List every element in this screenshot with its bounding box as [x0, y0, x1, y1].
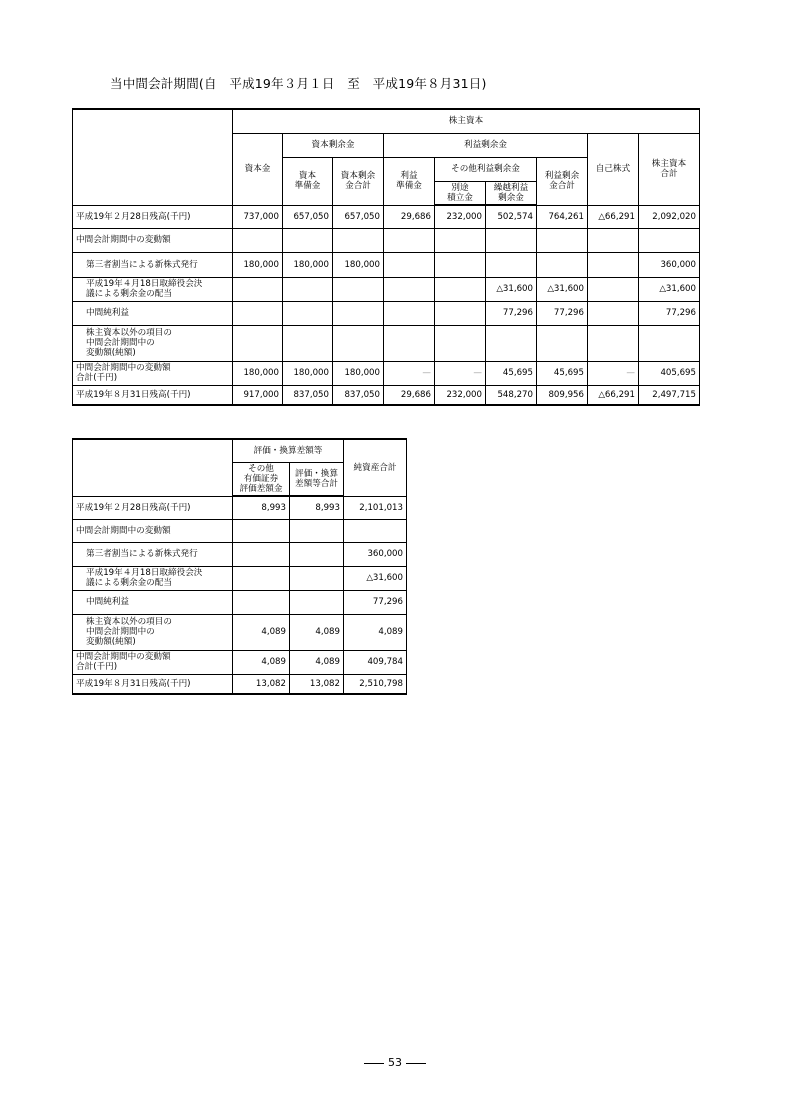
table-row — [73, 325, 700, 361]
table-cell — [233, 277, 283, 301]
table-cell — [333, 325, 384, 361]
table-row — [73, 385, 700, 405]
table-cell — [384, 325, 435, 361]
table-cell — [290, 519, 344, 542]
page-number-value: 53 — [388, 1056, 402, 1069]
row-label: 平成19年８月31日残高(千円) — [73, 674, 233, 694]
table-cell: 180,000 — [333, 252, 384, 277]
table-cell — [435, 325, 486, 361]
table-cell — [588, 325, 639, 361]
row-label: 第三者割当による新株式発行 — [73, 542, 233, 566]
table-cell — [333, 301, 384, 325]
table-cell — [435, 252, 486, 277]
table-cell: 180,000 — [233, 361, 283, 385]
col-header-retained-forward: 繰越利益 剰余金 — [486, 181, 537, 205]
table-cell: 29,686 — [384, 385, 435, 405]
row-label: 中間会計期間中の変動額 — [73, 519, 233, 542]
table-cell: 917,000 — [233, 385, 283, 405]
table-cell: 180,000 — [283, 361, 333, 385]
table-cell — [639, 325, 700, 361]
subheader-retained-earnings: 利益剰余金 — [384, 133, 588, 157]
table-cell: 13,082 — [290, 674, 344, 694]
table-cell: △31,600 — [486, 277, 537, 301]
table-cell: 4,089 — [233, 650, 290, 674]
table-cell: 737,000 — [233, 205, 283, 228]
subheader-other-retained-earnings: その他利益剰余金 — [435, 157, 537, 181]
table-cell — [283, 325, 333, 361]
table-cell — [537, 228, 588, 252]
row-label: 中間会計期間中の変動額 合計(千円) — [73, 650, 233, 674]
col-header-general-reserve: 別途 積立金 — [435, 181, 486, 205]
table-cell: 180,000 — [233, 252, 283, 277]
table-cell: 657,050 — [333, 205, 384, 228]
table-cell: 45,695 — [537, 361, 588, 385]
table-cell: 2,101,013 — [344, 496, 407, 519]
table-cell — [233, 590, 290, 614]
table-cell — [384, 277, 435, 301]
col-header-equity-total: 株主資本 合計 — [639, 133, 700, 205]
row-label: 中間純利益 — [73, 301, 233, 325]
table-row — [73, 361, 700, 385]
table-cell: △31,600 — [344, 566, 407, 590]
row-label: 平成19年８月31日残高(千円) — [73, 385, 233, 405]
table-cell: 764,261 — [537, 205, 588, 228]
table-cell — [290, 542, 344, 566]
table-cell — [588, 228, 639, 252]
table-row — [73, 542, 407, 566]
table-cell: 8,993 — [290, 496, 344, 519]
table-cell — [486, 252, 537, 277]
table-cell — [233, 542, 290, 566]
col-header-net-assets-total: 純資産合計 — [344, 439, 407, 496]
row-label: 株主資本以外の項目の 中間会計期間中の 変動額(純額) — [73, 614, 233, 650]
table-cell: 77,296 — [486, 301, 537, 325]
table-cell — [233, 228, 283, 252]
table-cell: — — [588, 361, 639, 385]
page-number — [0, 1056, 790, 1069]
table-cell — [333, 228, 384, 252]
table-cell — [290, 566, 344, 590]
table-cell — [233, 566, 290, 590]
table-cell — [639, 228, 700, 252]
table-cell: 405,695 — [639, 361, 700, 385]
table-cell: 360,000 — [344, 542, 407, 566]
page-number-dash-left — [364, 1063, 384, 1064]
row-label: 平成19年２月28日残高(千円) — [73, 205, 233, 228]
valuation-difference-table — [72, 438, 407, 695]
subheader-capital-surplus: 資本剰余金 — [283, 133, 384, 157]
table-cell: 837,050 — [283, 385, 333, 405]
table-cell — [290, 590, 344, 614]
table-cell: 180,000 — [283, 252, 333, 277]
col-header-other-securities-valuation: その他 有価証券 評価差額金 — [233, 462, 290, 496]
table-row — [73, 496, 407, 519]
page-title: 当中間会計期間(自 平成19年３月１日 至 平成19年８月31日) — [110, 76, 487, 91]
table-cell: 29,686 — [384, 205, 435, 228]
table-cell: 809,956 — [537, 385, 588, 405]
row-label: 中間会計期間中の変動額 — [73, 228, 233, 252]
table-cell — [283, 301, 333, 325]
table-cell — [283, 228, 333, 252]
table-cell: △31,600 — [537, 277, 588, 301]
table-cell: 837,050 — [333, 385, 384, 405]
col-header-legal-reserve: 利益 準備金 — [384, 157, 435, 205]
row-label: 中間会計期間中の変動額 合計(千円) — [73, 361, 233, 385]
table-cell: △31,600 — [639, 277, 700, 301]
table-cell: 180,000 — [333, 361, 384, 385]
table-cell: 360,000 — [639, 252, 700, 277]
table-cell: 8,993 — [233, 496, 290, 519]
shareholders-equity-table — [72, 108, 700, 406]
table-cell: — — [435, 361, 486, 385]
table-cell: △66,291 — [588, 385, 639, 405]
page-number-dash-right — [406, 1063, 426, 1064]
table-row — [73, 590, 407, 614]
table-cell: 657,050 — [283, 205, 333, 228]
group-header-valuation-difference: 評価・換算差額等 — [233, 439, 344, 462]
table-cell — [435, 228, 486, 252]
table-cell — [384, 228, 435, 252]
table-cell: 13,082 — [233, 674, 290, 694]
table-cell: 77,296 — [344, 590, 407, 614]
table-cell — [233, 519, 290, 542]
table-row — [73, 277, 700, 301]
table-row — [73, 301, 700, 325]
row-label: 株主資本以外の項目の 中間会計期間中の 変動額(純額) — [73, 325, 233, 361]
table-cell: 409,784 — [344, 650, 407, 674]
table-cell: 77,296 — [639, 301, 700, 325]
table-cell — [537, 325, 588, 361]
table-cell: 2,092,020 — [639, 205, 700, 228]
table-cell — [333, 277, 384, 301]
table-cell — [588, 301, 639, 325]
table-cell — [588, 252, 639, 277]
table-row — [73, 519, 407, 542]
table-cell: 2,510,798 — [344, 674, 407, 694]
table-row — [73, 205, 700, 228]
table-cell: 2,497,715 — [639, 385, 700, 405]
table-row — [73, 674, 407, 694]
table-row — [73, 614, 407, 650]
table-cell — [435, 277, 486, 301]
row-label: 第三者割当による新株式発行 — [73, 252, 233, 277]
table-cell — [384, 301, 435, 325]
table-cell — [588, 277, 639, 301]
table-cell — [344, 519, 407, 542]
row-label: 平成19年２月28日残高(千円) — [73, 496, 233, 519]
col-header-capital-reserve: 資本 準備金 — [283, 157, 333, 205]
col-header-treasury-stock: 自己株式 — [588, 133, 639, 205]
col-header-retained-earnings-total: 利益剰余 金合計 — [537, 157, 588, 205]
header-blank-cell — [73, 109, 233, 205]
table-cell: 232,000 — [435, 205, 486, 228]
table-cell — [435, 301, 486, 325]
row-label: 平成19年４月18日取締役会決 議による剰余金の配当 — [73, 277, 233, 301]
table-row — [73, 650, 407, 674]
table-cell: 77,296 — [537, 301, 588, 325]
table-cell: 4,089 — [290, 614, 344, 650]
table-cell — [384, 252, 435, 277]
table-cell: 45,695 — [486, 361, 537, 385]
row-label: 中間純利益 — [73, 590, 233, 614]
table-cell: 502,574 — [486, 205, 537, 228]
table-row — [73, 228, 700, 252]
table-cell — [233, 325, 283, 361]
row-label: 平成19年４月18日取締役会決 議による剰余金の配当 — [73, 566, 233, 590]
col-header-capital: 資本金 — [233, 133, 283, 205]
group-header-shareholders-equity: 株主資本 — [233, 109, 700, 133]
col-header-valuation-total: 評価・換算 差額等合計 — [290, 462, 344, 496]
table-row — [73, 252, 700, 277]
col-header-capital-surplus-total: 資本剰余 金合計 — [333, 157, 384, 205]
table-cell — [283, 277, 333, 301]
table-cell: 232,000 — [435, 385, 486, 405]
table-cell — [233, 301, 283, 325]
table-cell — [486, 228, 537, 252]
table-cell — [486, 325, 537, 361]
header-blank-cell — [73, 439, 233, 496]
table-cell: 4,089 — [233, 614, 290, 650]
table-cell: 4,089 — [344, 614, 407, 650]
table-cell — [537, 252, 588, 277]
table-row — [73, 566, 407, 590]
table-cell: 548,270 — [486, 385, 537, 405]
table-cell: △66,291 — [588, 205, 639, 228]
table-cell: — — [384, 361, 435, 385]
table-cell: 4,089 — [290, 650, 344, 674]
